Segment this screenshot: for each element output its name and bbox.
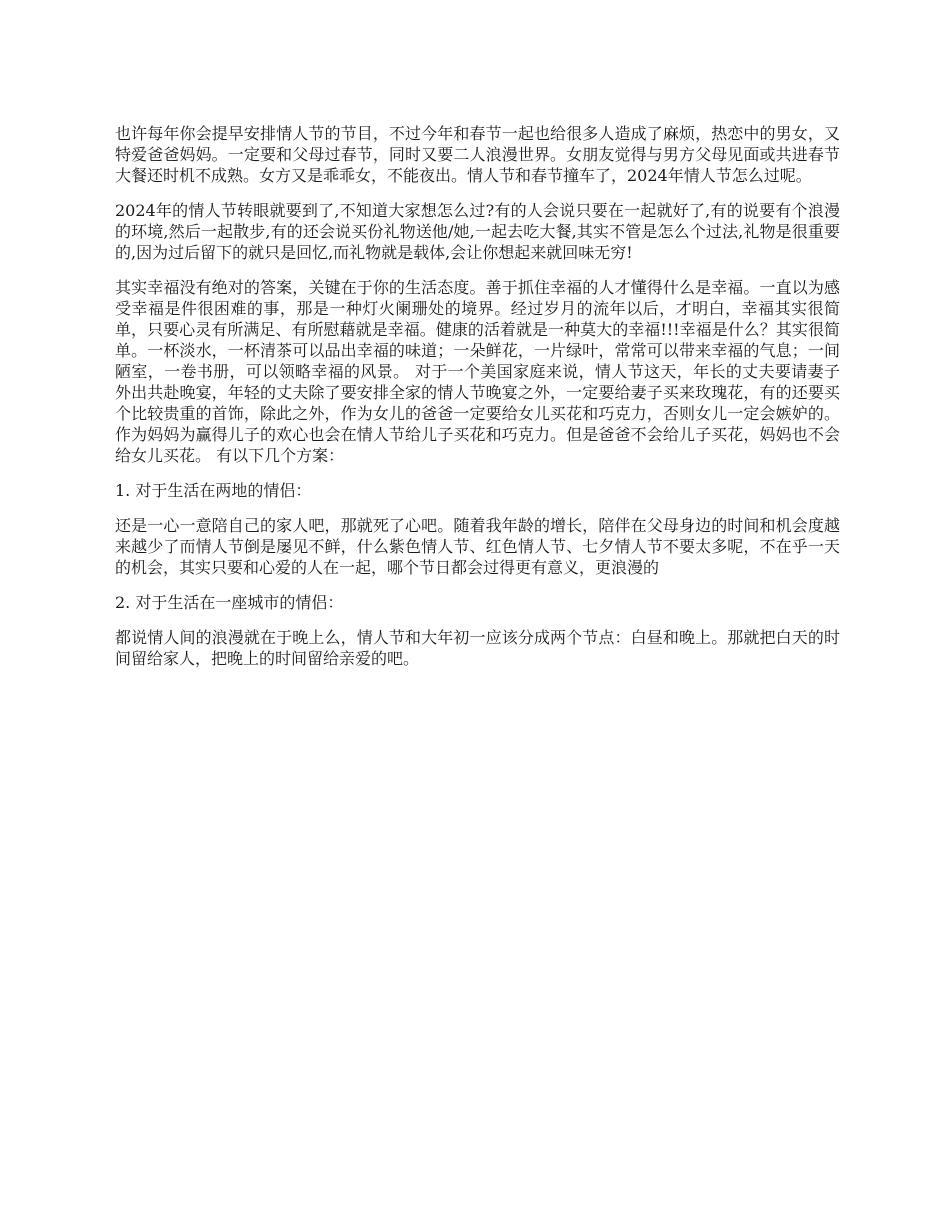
section-text-same-city: 都说情人间的浪漫就在于晚上么，情人节和大年初一应该分成两个节点：白昼和晚上。那就把白天的时间留给家人，把晚上的时间留给亲爱的吧。 [115,628,840,668]
paragraph-2024-plans: 2024年的情人节转眼就要到了,不知道大家想怎么过?有的人会说只要在一起就好了,有的说要有个浪漫的环境,然后一起散步,有的还会说买份礼物送他/她,一起去吃大餐,其实不管是怎么个过法,礼物是很重要的,因为过后留下的就只是回忆,而礼物就是载体,会让你想起来就回味无穷! [115,201,840,262]
paragraph-happiness: 其实幸福没有绝对的答案，关键在于你的生活态度。善于抓住幸福的人才懂得什么是幸福。一直以为感受幸福是件很困难的事，那是一种灯火阑珊处的境界。经过岁月的流年以后，才明白，幸福其实很简单，只要心灵有所满足、有所慰藉就是幸福。健康的活着就是一种莫大的幸福!!!幸福是什么？其实很简单。一杯淡水，一杯清茶可以品出幸福的味道；一朵鲜花，一片绿叶，常常可以带来幸福的气息；一间陋室，一卷书册，可以领略幸福的风景。 对于一个美国家庭来说，情人节这天，年长的丈夫要请妻子外出共赴晚宴，年轻的丈夫除了要安排全家的情人节晚宴之外，一定要给妻子买来玫瑰花，有的还要买个比较贵重的首饰，除此之外，作为女儿的爸爸一定要给女儿买花和巧克力，否则女儿一定会嫉妒的。作为妈妈为赢得儿子的欢心也会在情人节给儿子买花和巧克力。但是爸爸不会给儿子买花，妈妈也不会给女儿买花。 有以下几个方案： [115,278,840,465]
section-heading-same-city: 2. 对于生活在一座城市的情侣： [115,593,344,612]
paragraph-intro: 也许每年你会提早安排情人节的节目，不过今年和春节一起也给很多人造成了麻烦，热恋中的男女，又特爱爸爸妈妈。一定要和父母过春节，同时又要二人浪漫世界。女朋友觉得与男方父母见面或共进春节大餐还时机不成熟。女方又是乖乖女，不能夜出。情人节和春节撞车了，2024年情人节怎么过呢。 [115,124,840,185]
section-text-long-distance: 还是一心一意陪自己的家人吧，那就死了心吧。随着我年龄的增长，陪伴在父母身边的时间和机会度越来越少了而情人节倒是屡见不鲜，什么紫色情人节、红色情人节、七夕情人节不要太多呢，不在乎一天的机会，其实只要和心爱的人在一起，哪个节日都会过得更有意义，更浪漫的 [115,516,840,577]
document-body [115,123,840,683]
section-heading-long-distance: 1. 对于生活在两地的情侣： [115,481,312,500]
